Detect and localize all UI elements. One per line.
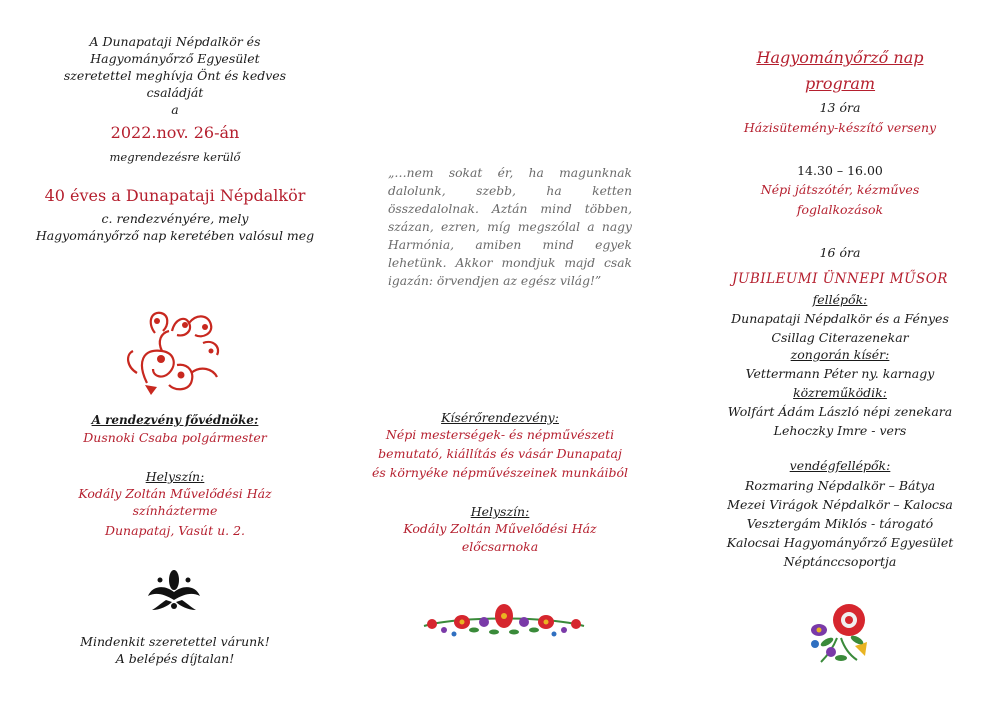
contrib-line: Lehoczky Imre - vers bbox=[773, 423, 907, 438]
piano-accompanist: Vettermann Péter ny. karnagy bbox=[745, 366, 935, 381]
venue-line: Dunapataj, Vasút u. 2. bbox=[104, 523, 246, 538]
patron-heading: A rendezvény fővédnöke: bbox=[91, 413, 259, 427]
guest-line: Mezei Virágok Népdalkör – Kalocsa bbox=[727, 497, 953, 512]
contrib-line: Wolfárt Ádám László népi zenekara bbox=[727, 404, 953, 419]
column-program bbox=[690, 0, 990, 707]
column-quote bbox=[360, 0, 640, 707]
intro-line: szeretettel meghívja Önt és kedves bbox=[63, 68, 287, 83]
intro-line: családját bbox=[146, 85, 204, 100]
piano-heading: zongorán kísér: bbox=[790, 347, 890, 362]
motto-quote: „…nem sokat ér, ha magunknak dalolunk, szebb, ha ketten összedalolnak. Aztán mind többen, százan, ezren, míg megszólal a nagy Harmónia, amiben mind egyek lehetünk. Akkor mondjuk majd csak igazán: örvendjen az egész világ!” bbox=[388, 166, 632, 288]
side-event-line: és környéke népművészeinek munkáiból bbox=[371, 465, 629, 480]
intro-line: A Dunapataji Népdalkör és bbox=[89, 34, 261, 49]
venue-heading: Helyszín: bbox=[145, 469, 205, 484]
kalocsa-flower-bouquet-icon bbox=[805, 598, 877, 668]
program-item: foglalkozások bbox=[796, 202, 884, 217]
performer-line: Csillag Citerazenekar bbox=[771, 330, 909, 345]
time-slot: 13 óra bbox=[819, 100, 861, 115]
performer-line: Dunapataji Népdalkör és a Fényes bbox=[731, 311, 949, 326]
guest-line: Kalocsai Hagyományőrző Egyesület bbox=[726, 535, 954, 550]
venue-heading: Helyszín: bbox=[470, 504, 530, 519]
intro-line: Hagyományőrző Egyesület bbox=[90, 51, 260, 66]
side-event-line: bemutató, kiállítás és vásár Dunapataj bbox=[378, 446, 622, 461]
program-item: Népi játszótér, kézműves bbox=[760, 182, 920, 197]
performers-heading: fellépők: bbox=[812, 292, 868, 307]
program-item: JUBILEUMI ÜNNEPI MŰSOR bbox=[732, 271, 948, 287]
contrib-heading: közreműködik: bbox=[793, 385, 887, 400]
black-ornament-icon bbox=[146, 566, 202, 612]
guest-line: Vesztergám Miklós - tárogató bbox=[746, 516, 934, 531]
side-event-line: Népi mesterségek- és népművészeti bbox=[385, 427, 615, 442]
side-event-heading: Kísérőrendezvény: bbox=[441, 410, 559, 425]
venue-line: színházterme bbox=[132, 503, 218, 518]
program-title: Hagyományőrző nap bbox=[756, 48, 924, 67]
red-bird-folk-motif-icon bbox=[117, 303, 227, 398]
intro-line: a bbox=[171, 102, 179, 117]
venue-line: Kodály Zoltán Művelődési Ház bbox=[403, 521, 597, 536]
guests-heading: vendégfellépők: bbox=[789, 458, 891, 473]
program-title: program bbox=[804, 74, 876, 93]
event-subtitle: Hagyományőrző nap keretében valósul meg bbox=[35, 228, 315, 243]
embroidered-flower-border-icon bbox=[418, 594, 590, 644]
program-item: Házisütemény-készítő verseny bbox=[743, 120, 937, 135]
event-title: 40 éves a Dunapataji Népdalkör bbox=[44, 186, 306, 205]
venue-line: Kodály Zoltán Művelődési Ház bbox=[78, 486, 272, 501]
column-invitation bbox=[25, 0, 325, 707]
guest-line: Rozmaring Népdalkör – Bátya bbox=[744, 478, 936, 493]
closing-line: A belépés díjtalan! bbox=[115, 651, 235, 666]
closing-line: Mindenkit szeretettel várunk! bbox=[80, 634, 270, 649]
time-slot: 14.30 – 16.00 bbox=[797, 163, 883, 178]
patron-name: Dusnoki Csaba polgármester bbox=[83, 430, 267, 445]
venue-line: előcsarnoka bbox=[461, 539, 539, 554]
event-subtitle: c. rendezvényére, mely bbox=[101, 211, 249, 226]
time-slot: 16 óra bbox=[819, 245, 861, 260]
guest-line: Néptánccsoportja bbox=[783, 554, 897, 569]
event-date: 2022.nov. 26-án bbox=[110, 123, 240, 142]
date-caption: megrendezésre kerülő bbox=[109, 150, 241, 164]
